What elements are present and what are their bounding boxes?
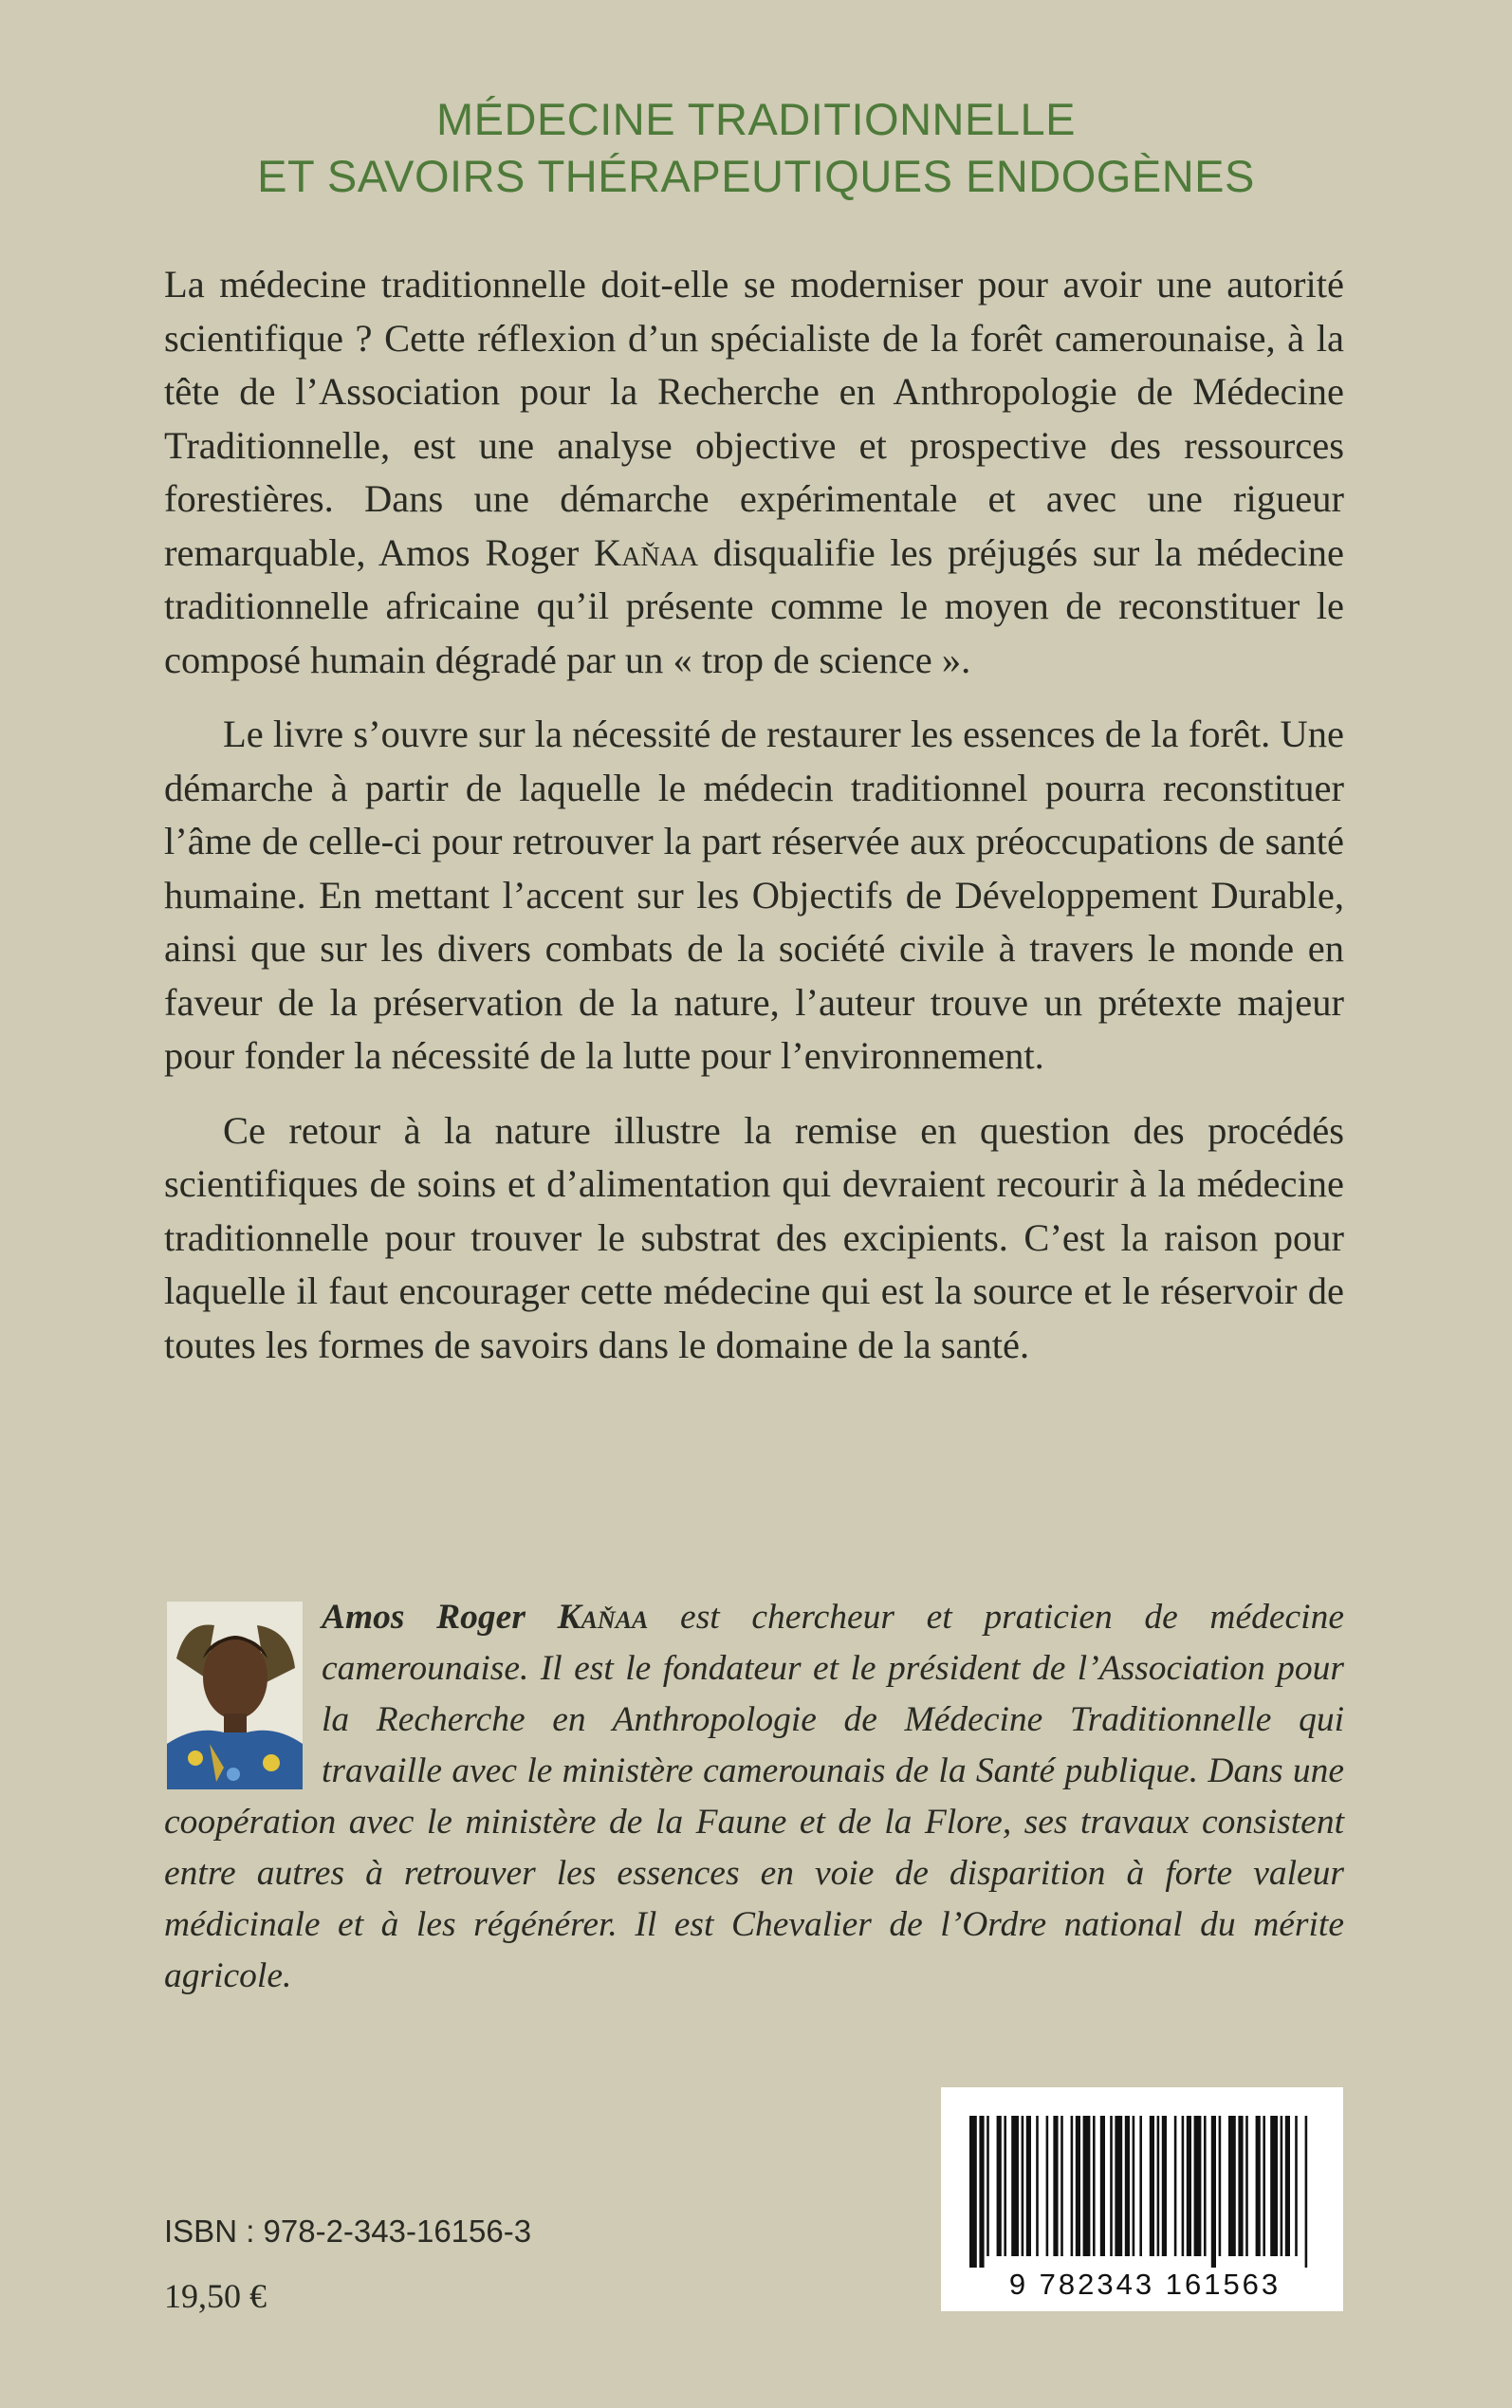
barcode-bar [997,2116,1002,2256]
barcode-bar [1295,2116,1298,2256]
barcode-bar [1046,2116,1049,2256]
barcode-bar [1076,2116,1080,2256]
author-first-names: Amos Roger [322,1598,558,1637]
barcode-bar [1083,2116,1091,2256]
barcode-bar [1187,2116,1191,2256]
barcode-bar [1157,2116,1160,2256]
title-line-1: MÉDECINE TRADITIONNELLE [436,94,1076,144]
summary-author-surname: Kaňaa [593,530,699,574]
barcode-bar [1093,2116,1096,2256]
barcode-bar [1256,2116,1261,2256]
summary-paragraph-2: Le livre s’ouvre sur la nécessité de restaurer les essences de la forêt. Une démarche à partir de laquelle le médecin traditionnel pourra reconstituer l’âme de celle-ci pour retrouver la part réservée aux préoccupations de santé humaine. En mettant l’accent sur les Objectifs de Développement Durable, ainsi que sur les divers combats de la société civile à travers le monde en faveur de la préservation de la nature, l’auteur trouve un prétexte majeur pour fonder la nécessité de la lutte pour l’environnement. [164,713,1344,1077]
barcode-bar [1263,2116,1265,2256]
barcode-bar [1162,2116,1167,2256]
barcode-bar [1150,2116,1154,2256]
barcode-bar [969,2116,977,2268]
barcode-bar [1036,2116,1039,2256]
barcode-bar [1174,2116,1177,2256]
book-title [0,91,1512,205]
barcode-bar [1100,2116,1105,2256]
barcode-bar [1245,2116,1248,2256]
barcode-bar [1228,2116,1236,2256]
author-bio-text: est chercheur et praticien de médecine camerounaise. Il est le fondateur et le président de l’Association pour la Recherche en Anthropologie de Médecine Traditionnelle qui travaille avec le ministère camerounais de la Santé publique. Dans une coopération avec le ministère de la Faune et de la Flore, ses travaux consistent entre autres à retrouver les essences en voie de disparition à forte valeur médicinale et à les régénérer. Il est Chevalier de l’Ordre national du mérite agricole. [164,1598,1344,1995]
barcode-bar [1204,2116,1207,2256]
summary-paragraph-1 [164,258,1344,687]
barcode-bar [1285,2116,1290,2256]
author-surname: Kaňaa [557,1598,649,1637]
barcode-bars [969,2116,1315,2268]
title-line-2: ET SAVOIRS THÉRAPEUTIQUES ENDOGÈNES [257,151,1255,201]
barcode-bar [1011,2116,1019,2256]
price-label: 19,50 € [164,2277,267,2315]
barcode-bar [1133,2116,1135,2256]
author-portrait [167,1602,303,1789]
barcode-bar [1219,2116,1222,2256]
barcode-bar [1053,2116,1058,2256]
barcode-bar [1071,2116,1074,2256]
barcode-bar [1211,2116,1216,2268]
barcode-bar [1115,2116,1122,2256]
barcode-bar [1305,2116,1308,2268]
barcode-bar [1125,2116,1130,2256]
barcode-bar [1139,2116,1142,2256]
summary-p1-start: La médecine traditionnelle doit-elle se moderniser pour avoir une autorité scientifique ? Cette réflexion d’un spécialiste de la forêt camerounaise, à la tête de l’Association pour la Recherche en Anthropologie de Médecine Traditionnelle, est une analyse objective et prospective des ressources forestières. Dans une démarche expérimentale et avec une rigueur remarquable, Amos Roger [164,263,1344,574]
barcode-bar [1110,2116,1113,2256]
author-bio [164,1592,1344,2002]
barcode [941,2087,1343,2311]
barcode-bar [1060,2116,1063,2256]
barcode-bar [1194,2116,1202,2256]
barcode-bar [1022,2116,1024,2256]
barcode-bar [1238,2116,1243,2256]
summary-p1-end: disqualifie les préjugés sur la médecine traditionnelle africaine qu’il présente comme le moyen de reconstituer le composé humain dégradé par un « trop de science ». [164,530,1344,681]
barcode-digits: 9 782343 161563 [1008,2268,1282,2301]
barcode-bar [979,2116,984,2268]
isbn-label: ISBN : 978-2-343-16156-3 [164,2214,532,2249]
barcode-bar [1026,2116,1031,2256]
book-summary [164,258,1344,1393]
barcode-bar [986,2116,989,2256]
summary-paragraph-3: Ce retour à la nature illustre la remise en question des procédés scientifiques de soins et d’alimentation qui devraient recourir à la médecine traditionnelle pour trouver le substrat des excipients. C’est la raison pour laquelle il faut encourager cette médecine qui est la source et le réservoir de toutes les formes de savoirs dans le domaine de la santé. [164,1108,1344,1366]
author-name [322,1598,648,1637]
barcode-bar [1281,2116,1283,2256]
barcode-bar [1004,2116,1006,2256]
barcode-bar [1182,2116,1185,2256]
barcode-bar [1270,2116,1278,2256]
